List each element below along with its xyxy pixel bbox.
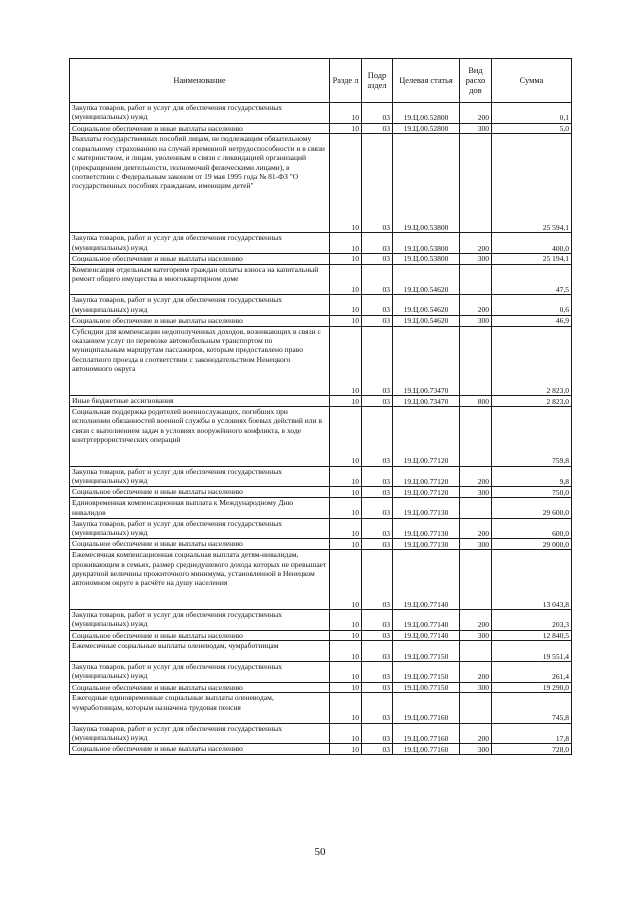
header-vid: Вид расхо дов xyxy=(460,59,492,103)
cell-vid: 200 xyxy=(460,466,492,487)
cell-article: 19.Ц.00.77130 xyxy=(393,539,460,550)
cell-name: Закупка товаров, работ и услуг для обеспечения государственных (муниципальных) нужд xyxy=(70,518,330,539)
table-row xyxy=(70,518,572,539)
cell-podrazdel: 03 xyxy=(362,264,393,294)
table-row xyxy=(70,630,572,641)
cell-podrazdel: 03 xyxy=(362,641,393,662)
cell-vid: 200 xyxy=(460,661,492,682)
cell-vid xyxy=(460,693,492,723)
cell-sum: 19 551,4 xyxy=(492,641,572,662)
cell-podrazdel: 03 xyxy=(362,253,393,264)
cell-sum: 19 290,0 xyxy=(492,682,572,693)
cell-razdel: 10 xyxy=(330,123,362,134)
table-row xyxy=(70,315,572,326)
cell-razdel: 10 xyxy=(330,134,362,233)
table-row xyxy=(70,487,572,498)
table-row xyxy=(70,693,572,723)
table-row xyxy=(70,641,572,662)
cell-vid: 200 xyxy=(460,723,492,744)
cell-article: 19.Ц.00.77130 xyxy=(393,498,460,519)
table-row xyxy=(70,264,572,294)
cell-podrazdel: 03 xyxy=(362,406,393,466)
table-row xyxy=(70,103,572,124)
cell-podrazdel: 03 xyxy=(362,487,393,498)
cell-article: 19.Ц.00.53800 xyxy=(393,233,460,254)
cell-vid xyxy=(460,406,492,466)
cell-name: Закупка товаров, работ и услуг для обеспечения государственных (муниципальных) нужд xyxy=(70,103,330,124)
cell-vid xyxy=(460,134,492,233)
table-row xyxy=(70,466,572,487)
cell-sum: 2 823,0 xyxy=(492,326,572,396)
cell-sum: 745,8 xyxy=(492,693,572,723)
cell-article: 19.Ц.00.53800 xyxy=(393,253,460,264)
cell-vid: 300 xyxy=(460,253,492,264)
cell-razdel: 10 xyxy=(330,641,362,662)
table-row xyxy=(70,744,572,755)
cell-sum: 13 043,8 xyxy=(492,550,572,610)
cell-vid xyxy=(460,550,492,610)
cell-vid xyxy=(460,641,492,662)
cell-vid: 300 xyxy=(460,744,492,755)
cell-sum: 0,1 xyxy=(492,103,572,124)
cell-sum: 47,5 xyxy=(492,264,572,294)
table-row xyxy=(70,661,572,682)
table-body xyxy=(70,103,572,755)
cell-name: Закупка товаров, работ и услуг для обеспечения государственных (муниципальных) нужд xyxy=(70,233,330,254)
table-row xyxy=(70,134,572,233)
cell-article: 19.Ц.00.77150 xyxy=(393,682,460,693)
cell-podrazdel: 03 xyxy=(362,123,393,134)
cell-article: 19.Ц.00.77160 xyxy=(393,723,460,744)
table-row xyxy=(70,406,572,466)
cell-razdel: 10 xyxy=(330,609,362,630)
cell-name: Ежемесячная компенсационная социальная выплата детям-инвалидам, проживающим в семьях, размер среднедушевого дохода которых не превышает двукратной величины прожиточного минимума, установленной в Ненецком автономном округе в расчёте на душу населения xyxy=(70,550,330,610)
cell-podrazdel: 03 xyxy=(362,134,393,233)
cell-razdel: 10 xyxy=(330,744,362,755)
table-row xyxy=(70,396,572,407)
cell-name: Закупка товаров, работ и услуг для обеспечения государственных (муниципальных) нужд xyxy=(70,466,330,487)
cell-name: Социальное обеспечение и иные выплаты населению xyxy=(70,539,330,550)
header-podrazdel: Подр аздел xyxy=(362,59,393,103)
cell-article: 19.Ц.00.73470 xyxy=(393,326,460,396)
table-row xyxy=(70,295,572,316)
cell-podrazdel: 03 xyxy=(362,326,393,396)
cell-vid xyxy=(460,326,492,396)
cell-name: Социальное обеспечение и иные выплаты населению xyxy=(70,682,330,693)
cell-vid xyxy=(460,264,492,294)
cell-article: 19.Ц.00.77120 xyxy=(393,406,460,466)
cell-sum: 203,3 xyxy=(492,609,572,630)
cell-podrazdel: 03 xyxy=(362,539,393,550)
cell-article: 19.Ц.00.54620 xyxy=(393,315,460,326)
table-row xyxy=(70,123,572,134)
cell-vid xyxy=(460,498,492,519)
cell-podrazdel: 03 xyxy=(362,693,393,723)
table-row xyxy=(70,609,572,630)
cell-article: 19.Ц.00.73470 xyxy=(393,396,460,407)
cell-vid: 200 xyxy=(460,609,492,630)
cell-article: 19.Ц.00.53800 xyxy=(393,134,460,233)
cell-sum: 5,0 xyxy=(492,123,572,134)
cell-podrazdel: 03 xyxy=(362,103,393,124)
cell-razdel: 10 xyxy=(330,723,362,744)
cell-sum: 25 194,1 xyxy=(492,253,572,264)
cell-razdel: 10 xyxy=(330,295,362,316)
table-row xyxy=(70,326,572,396)
header-name: Наименование xyxy=(70,59,330,103)
cell-article: 19.Ц.00.77120 xyxy=(393,466,460,487)
cell-sum: 2 823,0 xyxy=(492,396,572,407)
cell-sum: 759,8 xyxy=(492,406,572,466)
table-row xyxy=(70,498,572,519)
cell-article: 19.Ц.00.54620 xyxy=(393,264,460,294)
cell-article: 19.Ц.00.77140 xyxy=(393,630,460,641)
cell-vid: 200 xyxy=(460,518,492,539)
cell-razdel: 10 xyxy=(330,693,362,723)
cell-name: Выплаты государственных пособий лицам, не подлежащим обязательному социальному страхованию на случай временной нетрудоспособности и в связи с материнством, и лицам, уволенным в связи с ликвидацией организаций (прекращением деятельности, полномочий физическими лицами), в соответствии с Федеральным законом от 19 мая 1995 года № 81-ФЗ "О государственных пособиях гражданам, имеющим детей" xyxy=(70,134,330,233)
cell-razdel: 10 xyxy=(330,682,362,693)
cell-vid: 300 xyxy=(460,682,492,693)
cell-razdel: 10 xyxy=(330,326,362,396)
cell-razdel: 10 xyxy=(330,498,362,519)
cell-name: Иные бюджетные ассигнования xyxy=(70,396,330,407)
cell-name: Социальное обеспечение и иные выплаты населению xyxy=(70,253,330,264)
table-row xyxy=(70,550,572,610)
cell-sum: 750,0 xyxy=(492,487,572,498)
cell-sum: 728,0 xyxy=(492,744,572,755)
cell-podrazdel: 03 xyxy=(362,550,393,610)
cell-podrazdel: 03 xyxy=(362,723,393,744)
cell-vid: 800 xyxy=(460,396,492,407)
cell-razdel: 10 xyxy=(330,406,362,466)
cell-sum: 9,8 xyxy=(492,466,572,487)
cell-razdel: 10 xyxy=(330,466,362,487)
cell-podrazdel: 03 xyxy=(362,295,393,316)
cell-razdel: 10 xyxy=(330,233,362,254)
cell-razdel: 10 xyxy=(330,396,362,407)
cell-name: Закупка товаров, работ и услуг для обеспечения государственных (муниципальных) нужд xyxy=(70,723,330,744)
table-row xyxy=(70,723,572,744)
cell-name: Компенсация отдельным категориям граждан оплаты взноса на капитальный ремонт общего имущества в многоквартирном доме xyxy=(70,264,330,294)
cell-sum: 29 000,0 xyxy=(492,539,572,550)
cell-article: 19.Ц.00.77160 xyxy=(393,744,460,755)
cell-sum: 17,8 xyxy=(492,723,572,744)
table-row xyxy=(70,539,572,550)
cell-name: Единовременная компенсационная выплата к Международному Дню инвалидов xyxy=(70,498,330,519)
cell-article: 19.Ц.00.77130 xyxy=(393,518,460,539)
cell-podrazdel: 03 xyxy=(362,466,393,487)
cell-name: Ежегодные единовременные социальные выплаты оленеводам, чумработницам, которым назначена трудовая пенсия xyxy=(70,693,330,723)
cell-razdel: 10 xyxy=(330,661,362,682)
table-row xyxy=(70,682,572,693)
cell-vid: 200 xyxy=(460,103,492,124)
cell-name: Социальное обеспечение и иные выплаты населению xyxy=(70,123,330,134)
cell-razdel: 10 xyxy=(330,253,362,264)
cell-podrazdel: 03 xyxy=(362,609,393,630)
cell-article: 19.Ц.00.77150 xyxy=(393,661,460,682)
cell-sum: 400,0 xyxy=(492,233,572,254)
cell-sum: 25 594,1 xyxy=(492,134,572,233)
header-sum: Сумма xyxy=(492,59,572,103)
cell-name: Социальное обеспечение и иные выплаты населению xyxy=(70,630,330,641)
cell-podrazdel: 03 xyxy=(362,233,393,254)
cell-podrazdel: 03 xyxy=(362,498,393,519)
cell-razdel: 10 xyxy=(330,630,362,641)
cell-sum: 12 840,5 xyxy=(492,630,572,641)
cell-vid: 300 xyxy=(460,315,492,326)
cell-vid: 300 xyxy=(460,539,492,550)
cell-article: 19.Ц.00.77150 xyxy=(393,641,460,662)
cell-podrazdel: 03 xyxy=(362,744,393,755)
cell-article: 19.Ц.00.77160 xyxy=(393,693,460,723)
cell-article: 19.Ц.00.52800 xyxy=(393,123,460,134)
cell-podrazdel: 03 xyxy=(362,630,393,641)
cell-sum: 600,0 xyxy=(492,518,572,539)
cell-name: Социальное обеспечение и иные выплаты населению xyxy=(70,487,330,498)
header-article: Целевая статья xyxy=(393,59,460,103)
cell-vid: 300 xyxy=(460,123,492,134)
cell-razdel: 10 xyxy=(330,550,362,610)
cell-name: Закупка товаров, работ и услуг для обеспечения государственных (муниципальных) нужд xyxy=(70,295,330,316)
table-header-row xyxy=(70,59,572,103)
cell-name: Закупка товаров, работ и услуг для обеспечения государственных (муниципальных) нужд xyxy=(70,609,330,630)
cell-sum: 29 600,0 xyxy=(492,498,572,519)
cell-sum: 261,4 xyxy=(492,661,572,682)
budget-table xyxy=(69,58,572,755)
cell-razdel: 10 xyxy=(330,518,362,539)
cell-name: Ежемесячные социальные выплаты оленеводам, чумработницам xyxy=(70,641,330,662)
cell-razdel: 10 xyxy=(330,315,362,326)
cell-podrazdel: 03 xyxy=(362,661,393,682)
cell-vid: 200 xyxy=(460,233,492,254)
cell-razdel: 10 xyxy=(330,487,362,498)
cell-name: Социальное обеспечение и иные выплаты населению xyxy=(70,744,330,755)
cell-article: 19.Ц.00.54620 xyxy=(393,295,460,316)
cell-vid: 300 xyxy=(460,487,492,498)
page-number: 50 xyxy=(314,846,326,858)
cell-name: Социальное обеспечение и иные выплаты населению xyxy=(70,315,330,326)
cell-sum: 0,6 xyxy=(492,295,572,316)
header-razdel: Разде л xyxy=(330,59,362,103)
cell-podrazdel: 03 xyxy=(362,315,393,326)
table-row xyxy=(70,253,572,264)
cell-razdel: 10 xyxy=(330,264,362,294)
table-row xyxy=(70,233,572,254)
cell-vid: 300 xyxy=(460,630,492,641)
cell-vid: 200 xyxy=(460,295,492,316)
cell-podrazdel: 03 xyxy=(362,396,393,407)
cell-name: Социальная поддержка родителей военнослужащих, погибших при исполнении обязанностей военной службы в условиях боевых действий или в связи с выполнением задач в условиях вооружённого конфликта, в ходе контртеррористических операций xyxy=(70,406,330,466)
cell-podrazdel: 03 xyxy=(362,682,393,693)
cell-razdel: 10 xyxy=(330,539,362,550)
cell-article: 19.Ц.00.52800 xyxy=(393,103,460,124)
cell-name: Субсидии для компенсации недополученных доходов, возникающих в связи с оказанием услуг по перевозке автомобильным транспортом по муниципальным маршрутам пассажиров, которым предоставлено право бесплатного проезда в соответствии с законодательством Ненецкого автономного округа xyxy=(70,326,330,396)
cell-razdel: 10 xyxy=(330,103,362,124)
cell-podrazdel: 03 xyxy=(362,518,393,539)
cell-sum: 46,9 xyxy=(492,315,572,326)
cell-article: 19.Ц.00.77140 xyxy=(393,609,460,630)
cell-name: Закупка товаров, работ и услуг для обеспечения государственных (муниципальных) нужд xyxy=(70,661,330,682)
cell-article: 19.Ц.00.77140 xyxy=(393,550,460,610)
cell-article: 19.Ц.00.77120 xyxy=(393,487,460,498)
